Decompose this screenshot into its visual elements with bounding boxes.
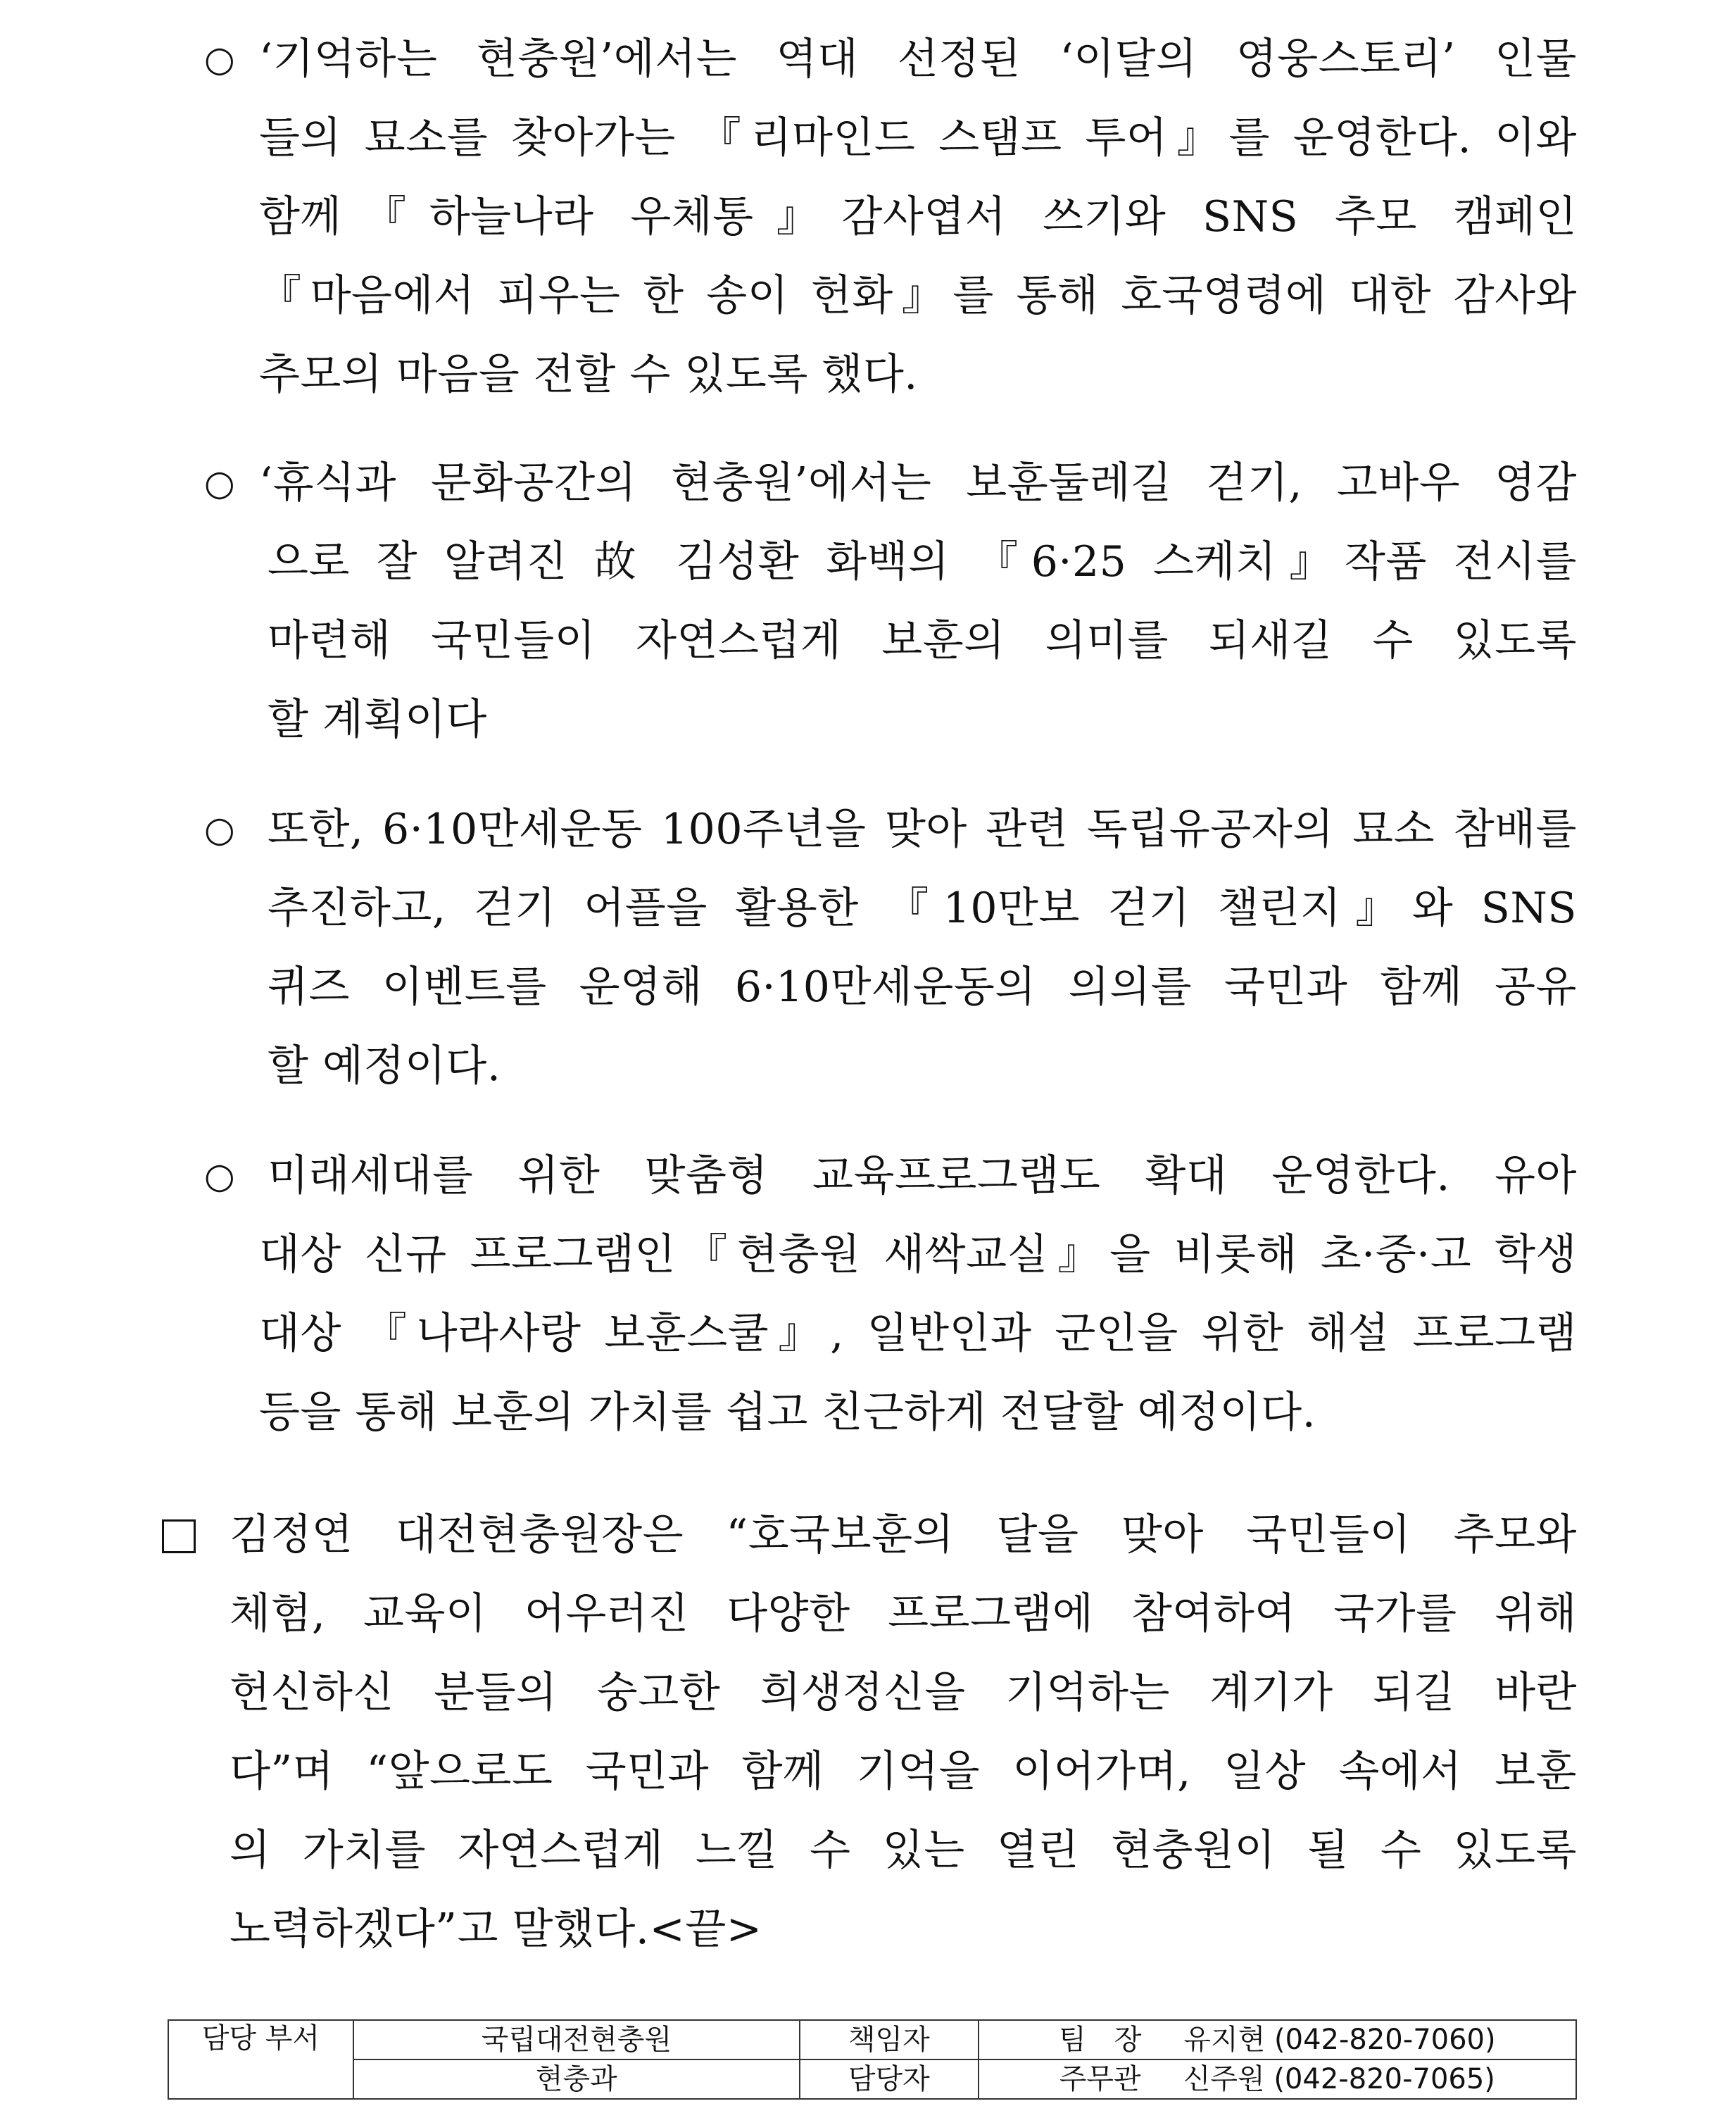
- responsible-role: 팀 장: [1059, 2024, 1142, 2056]
- text-line: 김정연 대전현충원장은 “호국보훈의 달을 맞아 국민들이 추모와: [229, 1510, 1577, 1560]
- staff-contact: [979, 2059, 1576, 2099]
- responsible-label: 책임자: [800, 2020, 979, 2059]
- text-line: 들의 묘소를 찾아가는 『리마인드 스탬프 투어』를 운영한다. 이와: [259, 113, 1577, 163]
- dept-label: 담당 부서: [168, 2020, 353, 2099]
- text-line: 대상 신규 프로그램인『현충원 새싹교실』을 비롯해 초·중·고 학생: [259, 1230, 1577, 1279]
- text-line: 등을 통해 보훈의 가치를 쉽고 친근하게 전달할 예정이다.: [259, 1388, 1316, 1437]
- text-line: 대상 『나라사랑 보훈스쿨』, 일반인과 군인을 위한 해설 프로그램: [259, 1309, 1577, 1358]
- circle-bullet: ○: [204, 463, 235, 503]
- text-line: ‘기억하는 현충원’에서는 역대 선정된 ‘이달의 영웅스토리’ 인물: [259, 35, 1577, 84]
- square-bullet: [162, 1519, 196, 1553]
- dept-name: 국립대전현충원: [353, 2020, 800, 2059]
- responsible-contact: [979, 2020, 1576, 2059]
- staff-name-phone: 신주원 (042-820-7065): [1183, 2063, 1495, 2095]
- text-line: 함께『하늘나라 우체통』감사엽서 쓰기와 SNS 추모 캠페인: [259, 192, 1577, 242]
- text-line: 또한, 6·10만세운동 100주년을 맞아 관련 독립유공자의 묘소 참배를: [268, 805, 1577, 854]
- circle-bullet: ○: [204, 809, 235, 850]
- text-line: 체험, 교육이 어우러진 다양한 프로그램에 참여하여 국가를 위해: [229, 1589, 1577, 1638]
- text-line: 『마음에서 피우는 한 송이 헌화』를 통해 호국영령에 대한 감사와: [259, 271, 1577, 320]
- text-line: 노력하겠다”고 말했다.<끝>: [229, 1905, 762, 1954]
- circle-bullet: ○: [204, 1155, 235, 1196]
- circle-bullet: ○: [204, 39, 235, 80]
- text-line: 으로 잘 알려진 故 김성환 화백의 『6·25 스케치』작품 전시를: [268, 537, 1577, 587]
- text-line: 헌신하신 분들의 숭고한 희생정신을 기억하는 계기가 되길 바란: [229, 1668, 1577, 1717]
- staff-label: 담당자: [800, 2059, 979, 2099]
- text-line: 추모의 마음을 전할 수 있도록 했다.: [259, 350, 918, 399]
- text-line: 미래세대를 위한 맞춤형 교육프로그램도 확대 운영한다. 유아: [268, 1151, 1577, 1200]
- text-line: 할 계획이다: [268, 695, 487, 744]
- text-line: ‘휴식과 문화공간의 현충원’에서는 보훈둘레길 걷기, 고바우 영감: [259, 458, 1577, 508]
- text-line: 할 예정이다.: [268, 1041, 501, 1091]
- text-line: 마련해 국민들이 자연스럽게 보훈의 의미를 되새길 수 있도록: [268, 616, 1577, 665]
- text-line: 퀴즈 이벤트를 운영해 6·10만세운동의 의의를 국민과 함께 공유: [268, 963, 1577, 1012]
- text-line: 추진하고, 걷기 어플을 활용한 『10만보 걷기 챌린지』와 SNS: [268, 884, 1577, 933]
- contact-table: [168, 2019, 1577, 2100]
- staff-role: 주무관: [1059, 2063, 1141, 2095]
- dept-sub: 현충과: [353, 2059, 800, 2099]
- responsible-name-phone: 유지현 (042-820-7060): [1183, 2024, 1496, 2056]
- text-line: 다”며 “앞으로도 국민과 함께 기억을 이어가며, 일상 속에서 보훈: [229, 1747, 1577, 1796]
- text-line: 의 가치를 자연스럽게 느낄 수 있는 열린 현충원이 될 수 있도록: [229, 1826, 1577, 1875]
